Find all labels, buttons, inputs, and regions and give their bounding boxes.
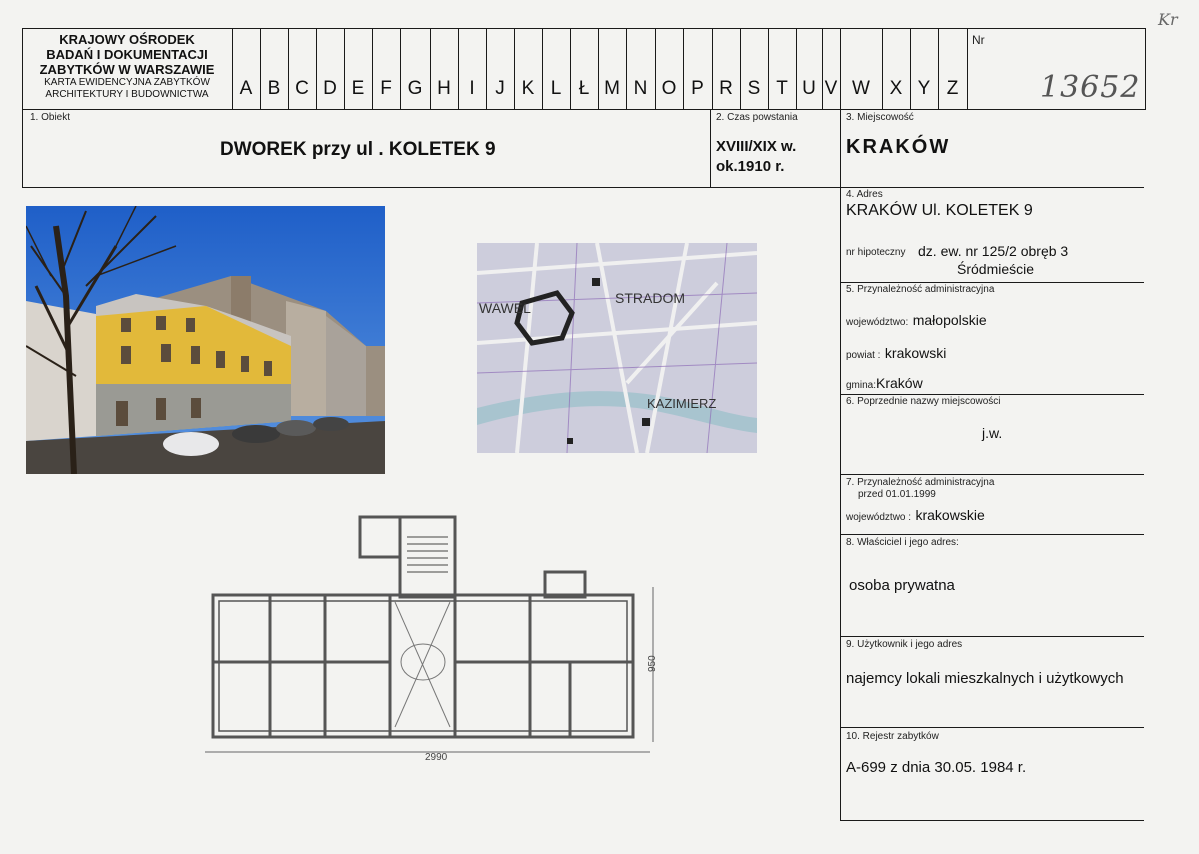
miejscowosc-value: KRAKÓW (846, 136, 951, 158)
obiekt-value: DWOREK przy ul . KOLETEK 9 (220, 139, 496, 160)
line-after-adres (840, 282, 1144, 283)
line-bottom-right (840, 820, 1144, 821)
org-line3: ZABYTKÓW W WARSZAWIE (39, 62, 215, 77)
org-block (24, 32, 230, 101)
nr-label: Nr (972, 33, 985, 47)
letter-cell-A: A (239, 78, 253, 99)
letter-divider (626, 28, 627, 109)
line-after-uzytkownik (840, 727, 1144, 728)
map-label-wawel: WAWEL (479, 300, 531, 316)
map-label-stradom: STRADOM (615, 290, 685, 306)
frame-top (22, 28, 1146, 29)
nr-value: 13652 (1040, 70, 1141, 105)
letter-divider (316, 28, 317, 109)
gmina-label: gmina: (846, 380, 877, 391)
letter-divider (514, 28, 515, 109)
letter-cell-I: I (469, 78, 475, 99)
letter-cell-B: B (267, 78, 281, 99)
powiat-value: krakowski (884, 345, 947, 361)
letter-cell-O: O (661, 78, 677, 99)
powiat-row (846, 345, 946, 363)
line-after-poprzednie (840, 474, 1144, 475)
letter-divider (882, 28, 883, 109)
corner-mark: Kr (1158, 10, 1178, 29)
letter-divider (712, 28, 713, 109)
letter-cell-E: E (351, 78, 365, 99)
letter-divider (822, 28, 823, 109)
letter-divider (796, 28, 797, 109)
powiat-label: powiat : (846, 350, 881, 361)
letter-cell-M: M (604, 78, 620, 99)
hipoteczny-label: nr hipoteczny (846, 247, 906, 258)
letter-cell-T: T (776, 78, 788, 99)
przed1999-label2: przed 01.01.1999 (858, 489, 936, 500)
letter-divider (570, 28, 571, 109)
czas-value1: XVIII/XIX w. (716, 138, 797, 155)
wojewodztwo-row (846, 312, 987, 330)
czas-value2: ok.1910 r. (716, 158, 785, 175)
letter-cell-S: S (747, 78, 761, 99)
poprzednie-label: 6. Poprzednie nazwy miejscowości (846, 396, 1001, 407)
right-column-divider (840, 109, 841, 821)
czas-divider (710, 109, 711, 187)
letter-divider (655, 28, 656, 109)
letter-cell-G: G (407, 78, 423, 99)
letter-cell-L: L (550, 78, 562, 99)
woj-old-label: województwo : (846, 512, 912, 523)
nr-divider (967, 28, 968, 109)
przed1999-label: 7. Przynależność administracyjna (846, 477, 995, 488)
poprzednie-value: j.w. (982, 425, 1003, 441)
letter-cell-F: F (380, 78, 392, 99)
letter-cell-Y: Y (917, 78, 931, 99)
letter-divider (683, 28, 684, 109)
org-line1: KRAJOWY OŚRODEK (59, 32, 195, 47)
header-bottom-line (22, 109, 1146, 110)
letter-cell-H: H (437, 78, 451, 99)
location-map (477, 243, 757, 453)
obiekt-label: 1. Obiekt (30, 112, 71, 123)
line-after-przynaleznosc (840, 394, 1144, 395)
rejestr-value: A-699 z dnia 30.05. 1984 r. (846, 759, 1027, 776)
wojewodztwo-label: województwo: (846, 317, 909, 328)
adres-value: KRAKÓW Ul. KOLETEK 9 (846, 202, 1033, 219)
letter-cell-X: X (889, 78, 903, 99)
letter-divider (542, 28, 543, 109)
letter-divider (400, 28, 401, 109)
wojewodztwo-value: małopolskie (912, 312, 987, 328)
letter-cell-N: N (633, 78, 648, 99)
przynaleznosc-label: 5. Przynależność administracyjna (846, 284, 995, 295)
plan-width-dim: 2990 (425, 752, 448, 763)
letter-cell-W: W (852, 78, 870, 99)
letter-cell-Ł: Ł (578, 78, 590, 99)
plan-height-dim: 950 (647, 655, 658, 672)
letter-divider (288, 28, 289, 109)
letter-divider (938, 28, 939, 109)
map-label-kazimierz: KAZIMIERZ (647, 396, 717, 411)
letter-cell-V: V (824, 78, 838, 99)
letter-divider (740, 28, 741, 109)
org-line2: BADAŃ I DOKUMENTACJI (46, 47, 208, 62)
letter-cell-C: C (295, 78, 309, 99)
czas-label: 2. Czas powstania (716, 112, 798, 123)
woj-old-value: krakowskie (915, 507, 985, 523)
letter-cell-K: K (521, 78, 535, 99)
floor-plan (195, 502, 665, 767)
line-after-przed1999 (840, 534, 1144, 535)
building-photo (26, 206, 385, 474)
org-line4: KARTA EWIDENCYJNA ZABYTKÓW (44, 77, 210, 88)
miejscowosc-label: 3. Miejscowość (846, 112, 914, 123)
rejestr-label: 10. Rejestr zabytków (846, 731, 939, 742)
gmina-row (846, 375, 923, 393)
letter-divider (840, 28, 841, 109)
letter-divider (458, 28, 459, 109)
uzytkownik-label: 9. Użytkownik i jego adres (846, 639, 963, 650)
adres-label: 4. Adres (846, 189, 883, 200)
gmina-value: Kraków (876, 375, 923, 391)
letter-divider (768, 28, 769, 109)
letter-divider (372, 28, 373, 109)
line-after-wlasciciel (840, 636, 1144, 637)
frame-right-top (1145, 28, 1146, 109)
letter-cell-Z: Z (946, 78, 959, 99)
wlasciciel-label: 8. Właściciel i jego adres: (846, 537, 959, 548)
letter-divider (598, 28, 599, 109)
row1-bottom-line (22, 187, 1144, 188)
woj-old-row (846, 507, 985, 525)
letter-cell-P: P (691, 78, 704, 99)
uzytkownik-value: najemcy lokali mieszkalnych i użytkowych (846, 670, 1124, 687)
letter-divider (430, 28, 431, 109)
letter-divider (344, 28, 345, 109)
frame-left (22, 28, 23, 188)
letter-cell-R: R (719, 78, 733, 99)
letter-cell-J: J (495, 78, 505, 99)
letter-divider (486, 28, 487, 109)
letter-divider (260, 28, 261, 109)
hipoteczny-value2: Śródmieście (957, 261, 1035, 277)
hipoteczny-value: dz. ew. nr 125/2 obręb 3 (918, 243, 1069, 259)
org-line5: ARCHITEKTURY I BUDOWNICTWA (45, 89, 209, 100)
letter-cell-D: D (323, 78, 337, 99)
wlasciciel-value: osoba prywatna (849, 577, 955, 594)
letter-cell-U: U (802, 78, 816, 99)
letter-divider (910, 28, 911, 109)
